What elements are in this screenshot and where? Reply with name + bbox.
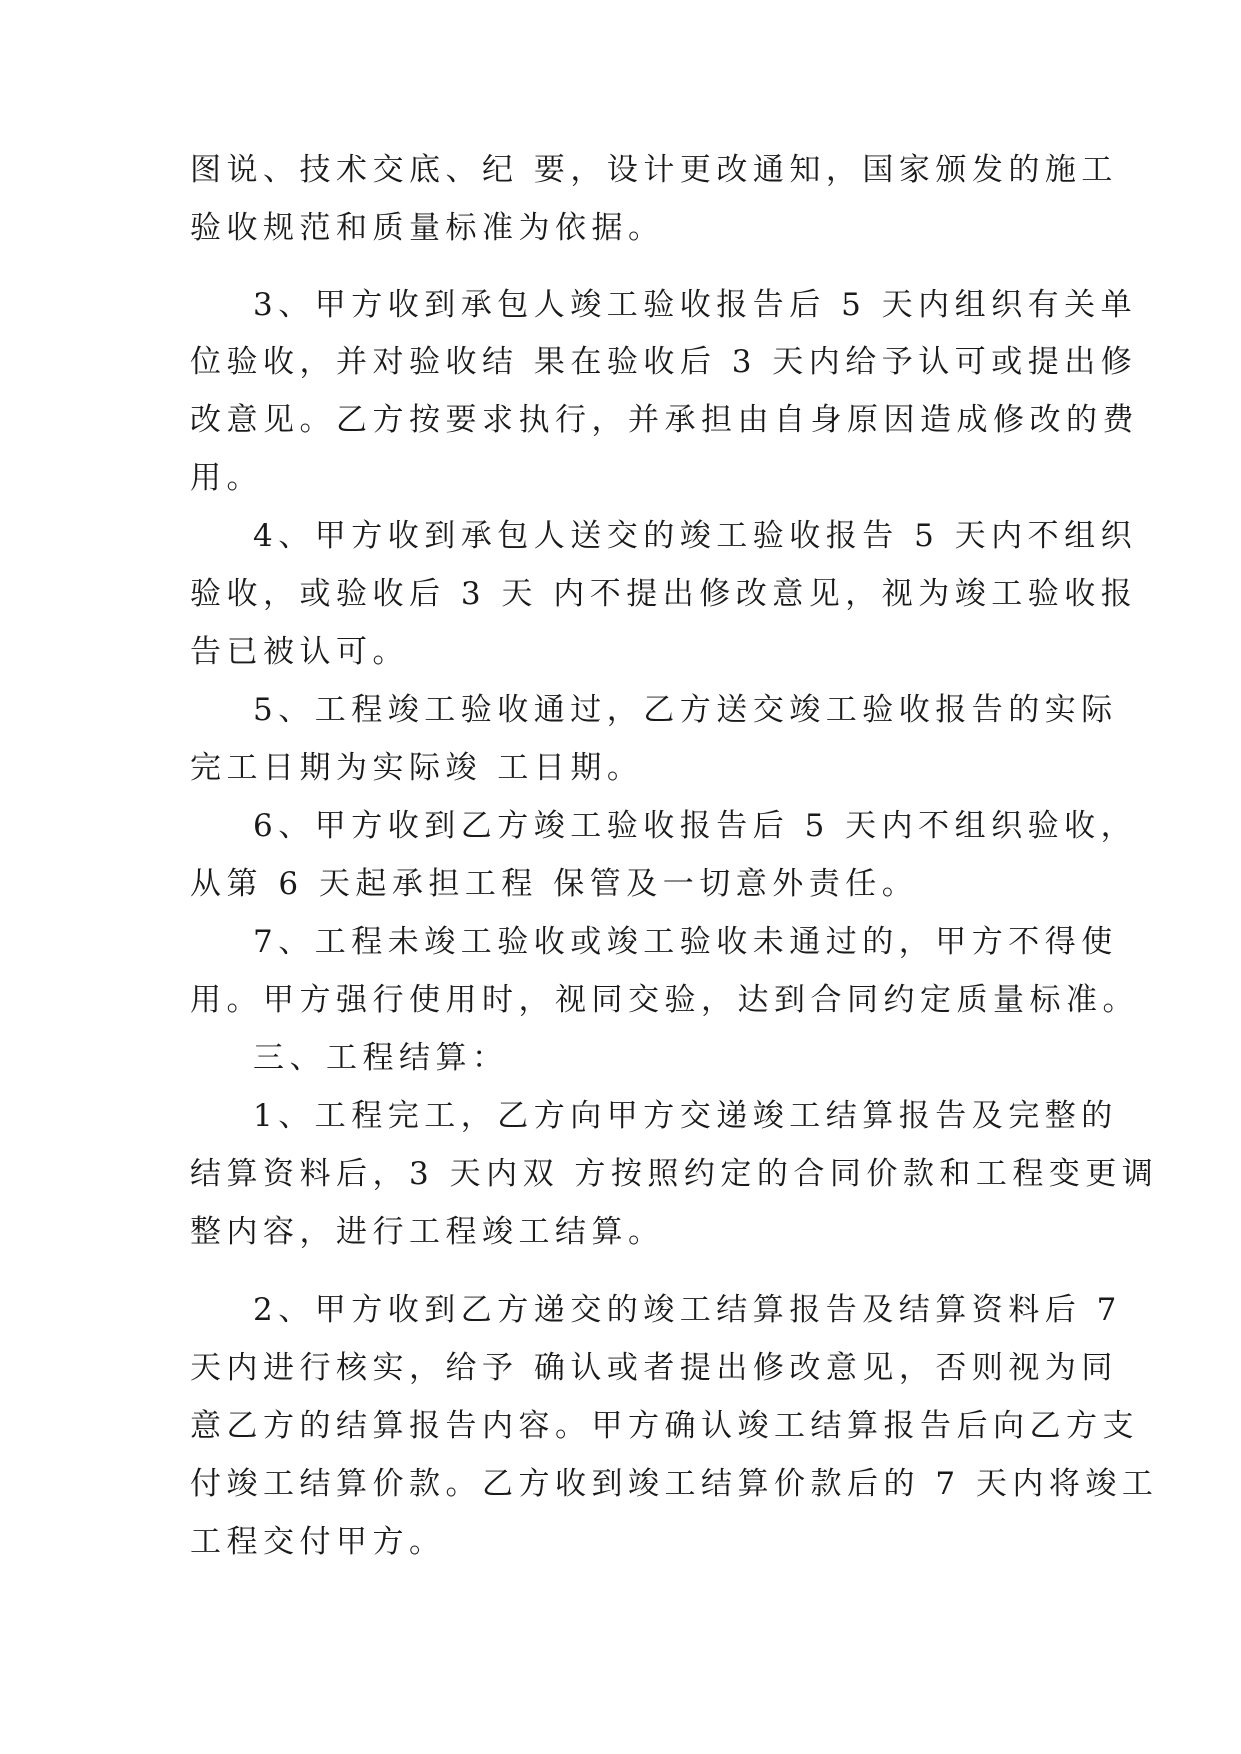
text-line: 工程交付甲方。 bbox=[190, 1524, 446, 1560]
text-line: 整内容，进行工程竣工结算。 bbox=[190, 1214, 665, 1250]
text-line: 3、甲方收到承包人竣工验收报告后 5 天内组织有关单 bbox=[253, 287, 1138, 323]
text-line: 付竣工结算价款。乙方收到竣工结算价款后的 7 天内将竣工 bbox=[190, 1466, 1159, 1502]
text-line: 7、工程未竣工验收或竣工验收未通过的，甲方不得使 bbox=[253, 924, 1118, 960]
text-line: 验收规范和质量标准为依据。 bbox=[190, 210, 665, 246]
text-line: 改意见。乙方按要求执行，并承担由自身原因造成修改的费 bbox=[190, 402, 1139, 438]
text-line: 5、工程竣工验收通过，乙方送交竣工验收报告的实际 bbox=[253, 692, 1118, 728]
text-line: 1、工程完工，乙方向甲方交递竣工结算报告及完整的 bbox=[253, 1098, 1118, 1134]
text-line: 天内进行核实，给予 确认或者提出修改意见，否则视为同 bbox=[190, 1350, 1118, 1386]
text-line: 告已被认可。 bbox=[190, 634, 409, 670]
text-line: 完工日期为实际竣 工日期。 bbox=[190, 750, 644, 786]
text-line: 用。甲方强行使用时，视同交验，达到合同约定质量标准。 bbox=[190, 982, 1139, 1018]
section-heading: 三、工程结算： bbox=[253, 1040, 509, 1076]
text-line: 2、甲方收到乙方递交的竣工结算报告及结算资料后 7 bbox=[253, 1292, 1122, 1328]
text-line: 图说、技术交底、纪 要，设计更改通知，国家颁发的施工 bbox=[190, 152, 1118, 188]
text-line: 从第 6 天起承担工程 保管及一切意外责任。 bbox=[190, 866, 919, 902]
text-line: 验收，或验收后 3 天 内不提出修改意见，视为竣工验收报 bbox=[190, 576, 1138, 612]
text-line: 4、甲方收到承包人送交的竣工验收报告 5 天内不组织 bbox=[253, 518, 1138, 554]
text-line: 结算资料后，3 天内双 方按照约定的合同价款和工程变更调 bbox=[190, 1156, 1159, 1192]
text-line: 6、甲方收到乙方竣工验收报告后 5 天内不组织验收， bbox=[253, 808, 1138, 844]
text-line: 用。 bbox=[190, 460, 263, 496]
text-line: 意乙方的结算报告内容。甲方确认竣工结算报告后向乙方支 bbox=[190, 1408, 1139, 1444]
text-line: 位验收，并对验收结 果在验收后 3 天内给予认可或提出修 bbox=[190, 344, 1138, 380]
